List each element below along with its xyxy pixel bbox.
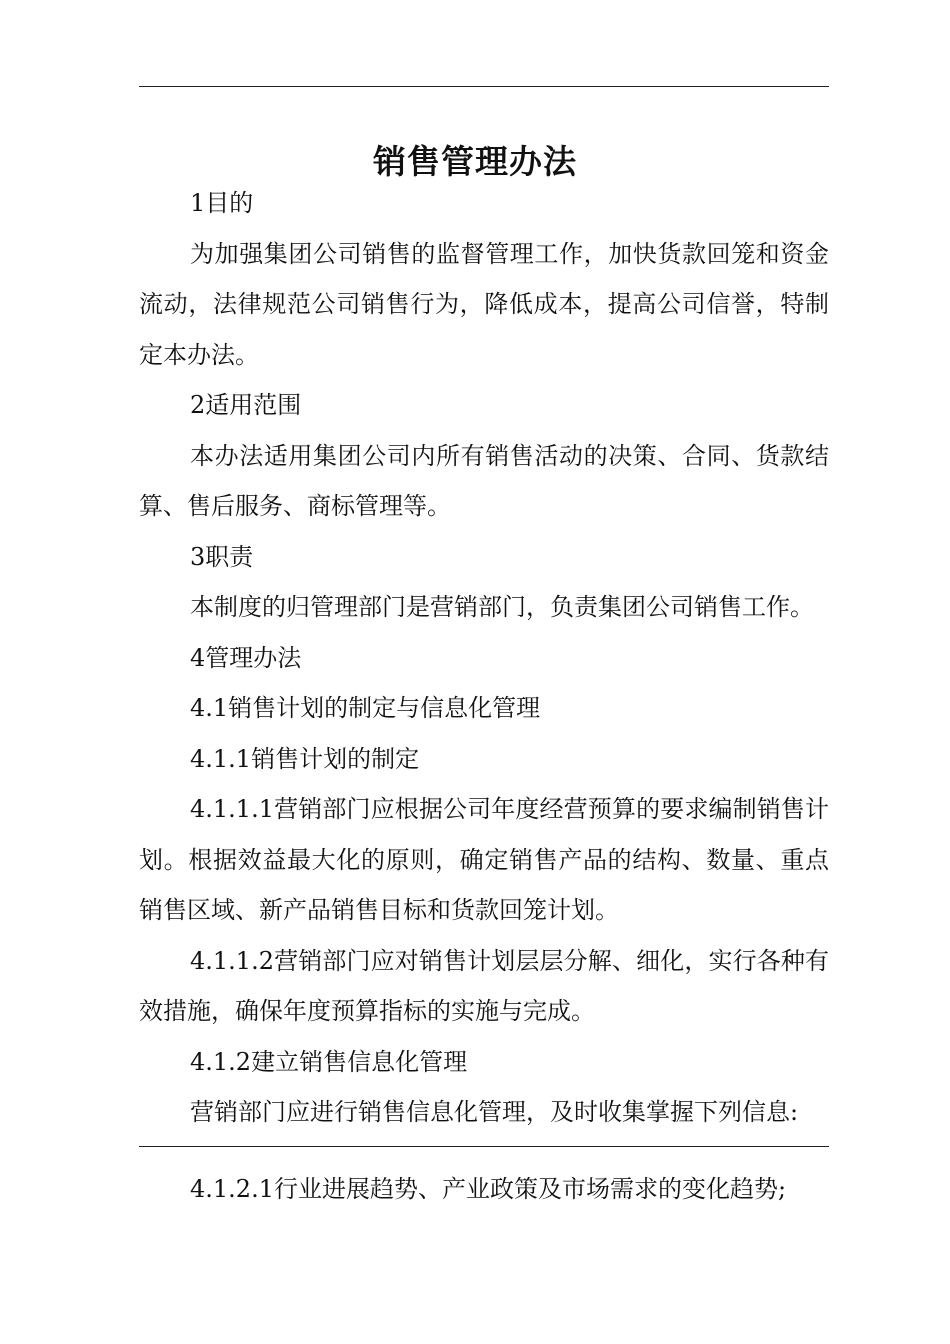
paragraph-4-1-2: 营销部门应进行销售信息化管理，及时收集掌握下列信息: (190, 1098, 799, 1126)
header-rule (139, 86, 829, 87)
heading-4-1: 4.1销售计划的制定与信息化管理 (190, 694, 541, 722)
paragraph-responsibility: 本制度的归管理部门是营销部门，负责集团公司销售工作。 (190, 593, 814, 621)
heading-4-1-1: 4.1.1销售计划的制定 (190, 744, 420, 773)
paragraph-4-1-2-1: 4.1.2.1行业进展趋势、产业政策及市场需求的变化趋势; (190, 1175, 787, 1203)
document-title: 销售管理办法 (373, 142, 577, 182)
heading-management: 4管理办法 (190, 643, 302, 672)
document-body (139, 178, 829, 1138)
paragraph-purpose: 为加强集团公司销售的监督管理工作，加快货款回笼和资金流动，法律规范公司销售行为，降低成本，提高公司信誉，特制定本办法。 (139, 239, 829, 369)
page-break-rule (139, 1146, 829, 1147)
heading-purpose: 1目的 (190, 189, 254, 217)
heading-scope: 2适用范围 (190, 391, 302, 419)
paragraph-4-1-1-1: 4.1.1.1营销部门应根据公司年度经营预算的要求编制销售计划。根据效益最大化的原则，确定销售产品的结构、数量、重点销售区域、新产品销售目标和货款回笼计划。 (139, 795, 829, 924)
heading-responsibility: 3职责 (190, 542, 254, 571)
paragraph-4-1-1-2: 4.1.1.2营销部门应对销售计划层层分解、细化，实行各种有效措施，确保年度预算指标的实施与完成。 (139, 946, 829, 1025)
heading-4-1-2: 4.1.2建立销售信息化管理 (190, 1047, 468, 1076)
paragraph-scope: 本办法适用集团公司内所有销售活动的决策、合同、货款结算、售后服务、商标管理等。 (139, 441, 829, 520)
